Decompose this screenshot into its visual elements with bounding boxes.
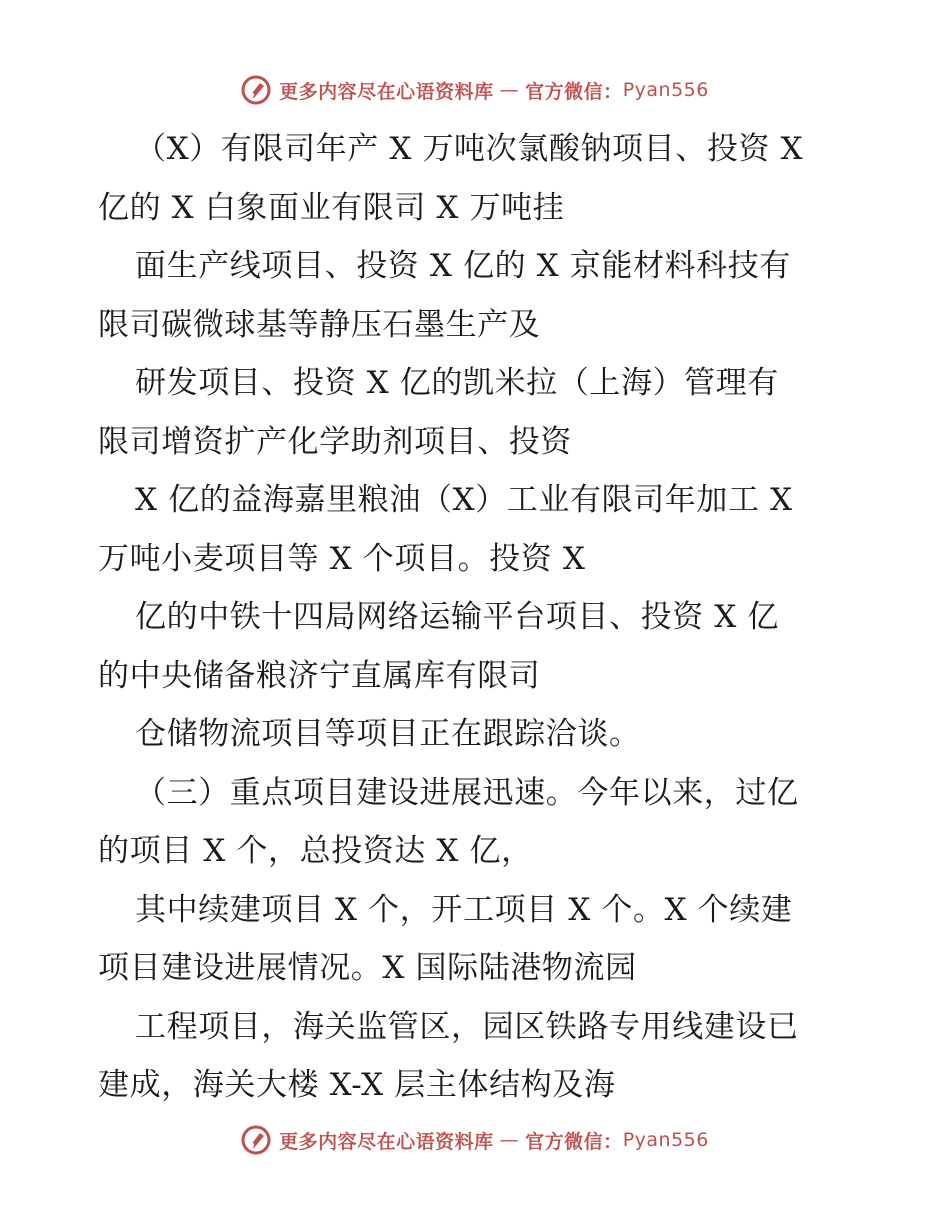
paragraph <box>98 471 858 588</box>
watermark-wechat-label: 官方微信： <box>525 80 623 103</box>
paragraph-line: 亿的中铁十四局网络运输平台项目、投资 X 亿 <box>135 599 779 635</box>
watermark-site-text: 更多内容尽在心语资料库 <box>279 1130 494 1153</box>
watermark-separator: — <box>499 1129 520 1151</box>
paragraph <box>98 354 858 471</box>
paragraph-line: 的中央储备粮济宁直属库有限司 <box>98 657 541 694</box>
header-watermark <box>0 70 950 110</box>
watermark-wechat-id: Pyan556 <box>622 1129 709 1151</box>
paragraph-line: 的项目 X 个，总投资达 X 亿， <box>98 833 533 869</box>
paragraph-line: （三）重点项目建设进展迅速。今年以来，过亿 <box>135 774 799 811</box>
paragraph-line: 限司增资扩产化学助剂项目、投资 <box>98 423 572 460</box>
paragraph-line: 工程项目，海关监管区，园区铁路专用线建设已 <box>135 1008 799 1045</box>
watermark-site-text: 更多内容尽在心语资料库 <box>279 80 494 103</box>
paragraph <box>98 237 858 354</box>
paragraph <box>98 705 858 764</box>
watermark-wechat-id: Pyan556 <box>622 79 709 101</box>
paragraph-line: X 亿的益海嘉里粮油（X）工业有限司年加工 X <box>135 482 793 518</box>
pen-nib-logo-icon <box>241 1125 271 1155</box>
paragraph-line: 仓储物流项目等项目正在跟踪洽谈。 <box>135 716 641 752</box>
paragraph-line: 万吨小麦项目等 X 个项目。投资 X <box>98 540 586 577</box>
paragraph-line: 亿的 X 白象面业有限司 X 万吨挂 <box>98 189 565 226</box>
paragraph <box>98 998 858 1115</box>
paragraph-line: 项目建设进展情况。X 国际陆港物流园 <box>98 950 637 986</box>
paragraph-line: 其中续建项目 X 个，开工项目 X 个。X 个续建 <box>135 891 793 928</box>
paragraph <box>98 588 858 705</box>
pen-nib-logo-icon <box>241 75 271 105</box>
document-body <box>98 120 858 1115</box>
paragraph <box>98 120 858 237</box>
footer-watermark <box>0 1120 950 1160</box>
paragraph-line: 限司碳微球基等静压石墨生产及 <box>98 306 541 343</box>
watermark-wechat-label: 官方微信： <box>525 1130 623 1153</box>
paragraph <box>98 881 858 998</box>
paragraph-line: （X）有限司年产 X 万吨次氯酸钠项目、投资 X <box>135 131 804 167</box>
paragraph-line: 建成，海关大楼 X-X 层主体结构及海 <box>98 1067 616 1103</box>
watermark-separator: — <box>499 79 520 101</box>
paragraph-line: 研发项目、投资 X 亿的凯米拉（上海）管理有 <box>135 365 779 401</box>
paragraph <box>98 764 858 881</box>
paragraph-line: 面生产线项目、投资 X 亿的 X 京能材料科技有 <box>135 248 791 284</box>
